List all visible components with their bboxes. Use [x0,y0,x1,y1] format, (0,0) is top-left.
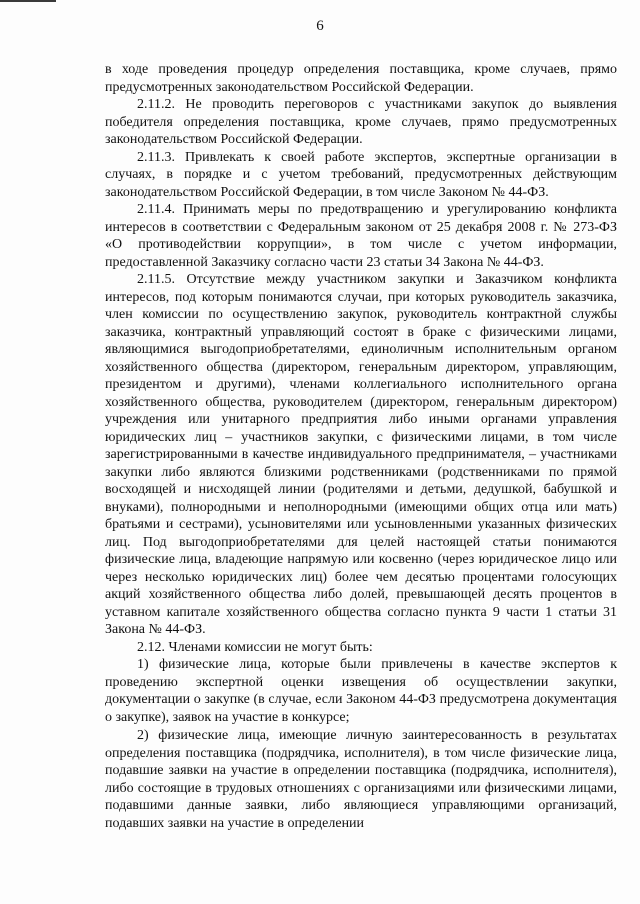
paragraph-2-11-2: 2.11.2. Не проводить переговоров с участниками закупок до выявления победителя определения поставщика, кроме случаев, прямо предусмотренных законодательством Российской Федерации. [105,97,617,147]
page-number: 6 [316,18,324,34]
list-item-1: 1) физические лица, которые были привлечены в качестве экспертов к проведению экспертной оценки извещения об осуществлении закупки, документации о закупке (в случае, если Законом 44-ФЗ предусмотрена документация о закупке), заявок на участие в конкурсе; [105,657,617,725]
paragraph-2-11-5: 2.11.5. Отсутствие между участником закупки и Заказчиком конфликта интересов, под которым понимаются случаи, при которых руководитель заказчика, член комиссии по осуществлению закупок, руководитель контрактной службы заказчика, контрактный управляющий состоят в браке с физическими лицами, являющимися выгодоприобретателями, единоличным исполнительным органом хозяйственного общества (директором, генеральным директором, управляющим, президентом и другими), членами коллегиального исполнительного органа хозяйственного общества, руководителем (директором, генеральным директором) учреждения или унитарного предприятия либо иными органами управления юридических лиц – участников закупки, с физическими лицами, в том числе зарегистрированными в качестве индивидуального предпринимателя, – участниками закупки либо являются близкими родственниками (родственниками по прямой восходящей и нисходящей линии (родителями и детьми, дедушкой, бабушкой и внуками), полнородными и неполнородными (имеющими общих отца или мать) братьями и сестрами), усыновителями или усыновленными указанных физических лиц. Под выгодоприобретателями для целей настоящей статьи понимаются физические лица, владеющие напрямую или косвенно (через юридическое лицо или через несколько юридических лиц) более чем десятью процентами голосующих акций хозяйственного общества либо долей, превышающей десять процентов в уставном капитале хозяйственного общества согласно пункта 9 части 1 статьи 31 Закона № 44-ФЗ. [105,272,617,637]
paragraph-2-11-3: 2.11.3. Привлекать к своей работе экспертов, экспертные организации в случаях, в порядке и с учетом требований, предусмотренных действующим законодательством Российской Федерации, в том числе Законом № 44-ФЗ. [105,149,617,200]
paragraph-continuation: в ходе проведения процедур определения поставщика, кроме случаев, прямо предусмотренных законодательством Российской Федерации. [105,62,617,95]
paragraph-2-12: 2.12. Членами комиссии не могут быть: [137,639,373,655]
list-item-2: 2) физические лица, имеющие личную заинтересованность в результатах определения поставщика (подрядчика, исполнителя), в том числе физические лица, подавшие заявки на участие в определении поставщика (подрядчика, исполнителя), либо состоящие в трудовых отношениях с организациями или физическими лицами, подавшими данные заявки, либо являющиеся управляющими организаций, подавших заявки на участие в определении [105,728,617,831]
paragraph-2-11-4: 2.11.4. Принимать меры по предотвращению и урегулированию конфликта интересов в соответствии с Федеральным законом от 25 декабря 2008 г. № 273-ФЗ «О противодействии коррупции», в том числе с учетом информации, предоставленной Заказчику согласно части 23 статьи 34 Закона № 44-ФЗ. [105,202,617,270]
document-body [105,61,617,832]
top-edge-rule [0,0,56,2]
